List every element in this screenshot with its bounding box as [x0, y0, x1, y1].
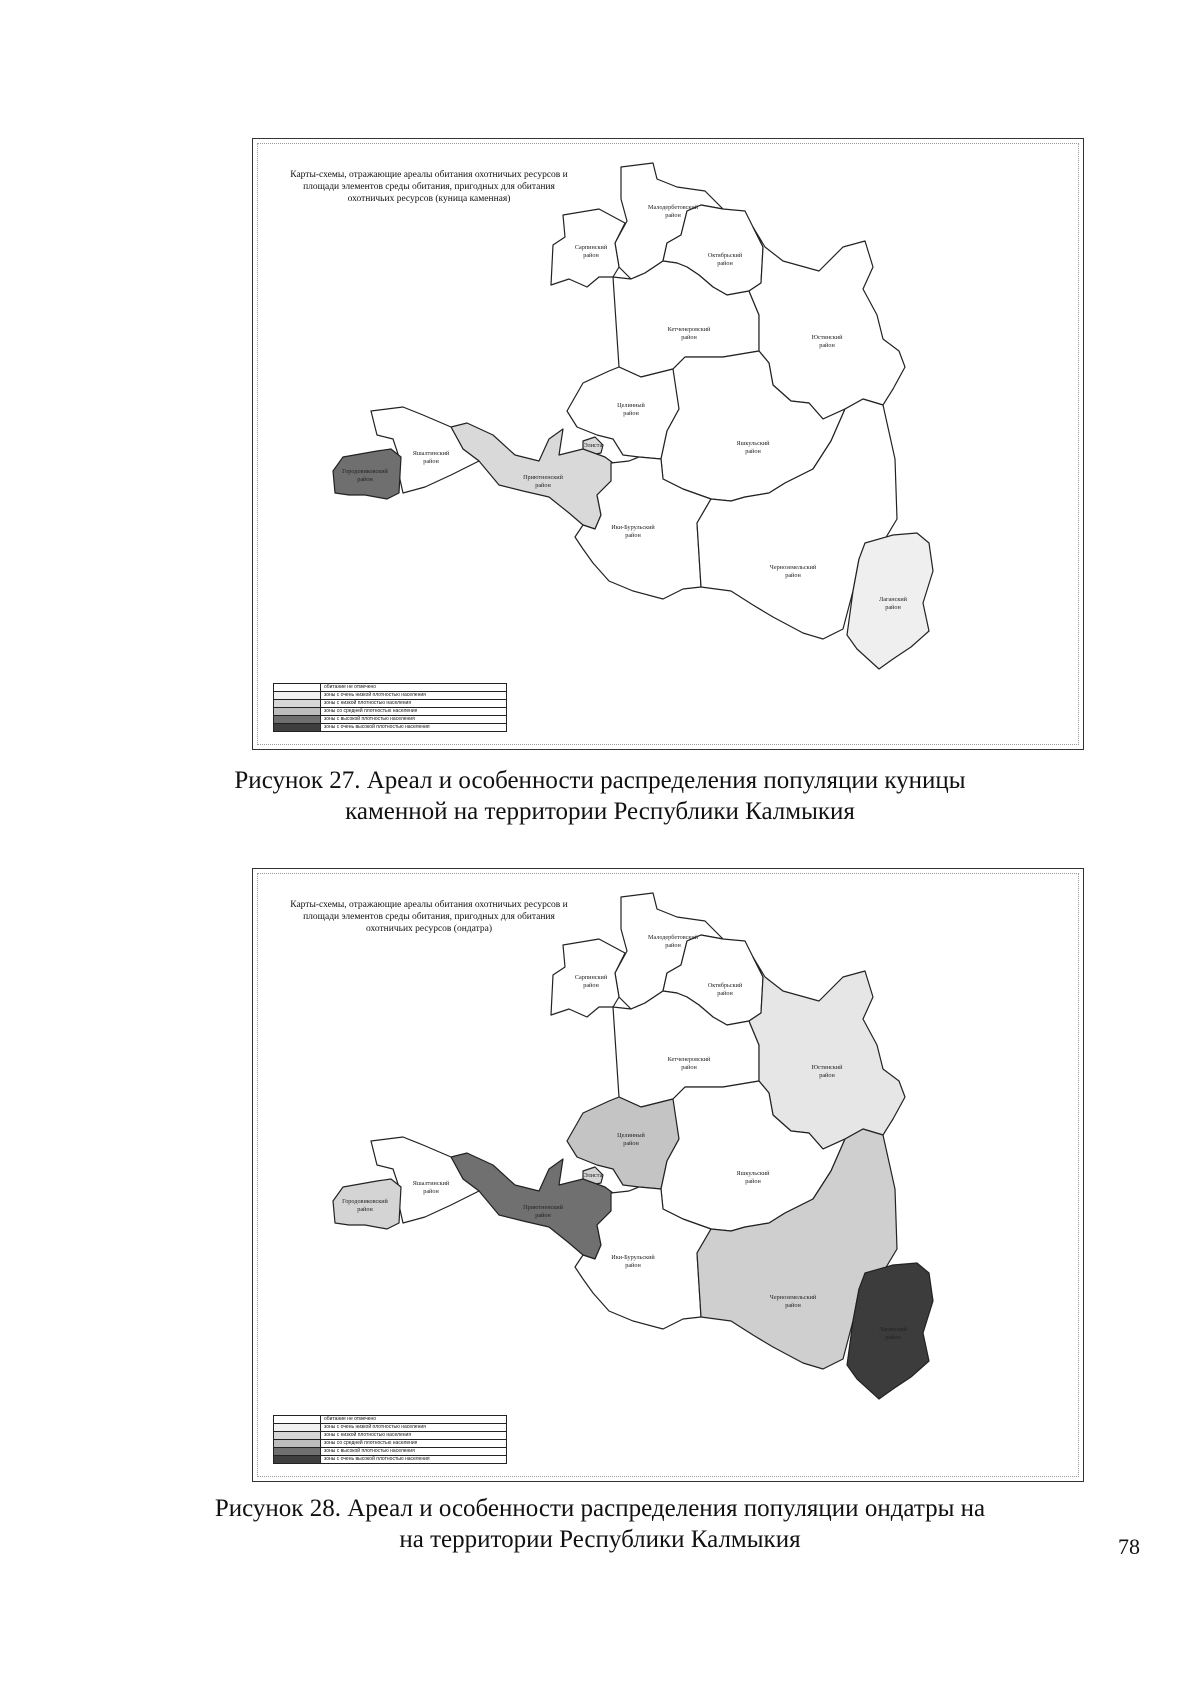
- region-map: [253, 869, 1083, 1481]
- region-label-maloderbetovsky: Малодербетовский район: [647, 204, 699, 219]
- legend-row: [274, 1456, 506, 1463]
- legend-label: зоны с высокой плотностью населения: [324, 1448, 415, 1454]
- caption-line: Рисунок 27. Ареал и особенности распределения популяции куницы: [234, 767, 966, 794]
- caption-line: Рисунок 28. Ареал и особенности распределения популяции ондатры на: [214, 1495, 986, 1522]
- figure-28-map: [252, 868, 1084, 1482]
- region-label-gorodovikovsky: Городовиковский район: [342, 468, 388, 483]
- legend-label: зоны с высокой плотностью населения: [324, 716, 415, 722]
- legend-row: [274, 1424, 506, 1432]
- legend-swatch: [274, 708, 321, 715]
- map-title: Карты-схемы, отражающие ареалы обитания охотничьих ресурсов и площади элементов среды обитания, пригодных для обитания охотничьих ресурсов (куница каменная): [290, 170, 568, 204]
- region-label-elista: Элиста: [583, 442, 603, 449]
- legend-label: зоны со средней плотностью населения: [324, 708, 418, 714]
- legend-label: зоны с низкой плотностью населения: [324, 700, 412, 706]
- region-label-yustinsky: Юстинский район: [811, 334, 843, 349]
- region-label-gorodovikovsky: Городовиковский район: [342, 1198, 388, 1213]
- legend-swatch: [274, 1432, 321, 1439]
- region-label-tselinny: Целинный район: [617, 1132, 645, 1147]
- region-label-yustinsky: Юстинский район: [811, 1064, 843, 1079]
- region-label-sarpinsky: Сарпинский район: [574, 974, 608, 989]
- legend-swatch: [274, 1440, 321, 1447]
- legend-label: зоны с очень высокой плотностью населения: [324, 724, 430, 730]
- figure-caption: [0, 765, 1200, 827]
- legend-row: [274, 1440, 506, 1448]
- legend-swatch: [274, 1456, 321, 1463]
- map-legend: [273, 1415, 507, 1464]
- region-label-elista: Элиста: [583, 1172, 603, 1179]
- legend-label: зоны со средней плотностью населения: [324, 1440, 418, 1446]
- legend-swatch: [274, 1448, 321, 1455]
- caption-line: каменной на территории Республики Калмыкия: [345, 798, 855, 825]
- legend-row: [274, 708, 506, 716]
- region-label-yashaltinsky: Яшалтинский район: [412, 1180, 450, 1195]
- legend-swatch: [274, 1424, 321, 1431]
- legend-label: обитание не отмечено: [324, 684, 377, 690]
- region-label-yashkulsky: Яшкульский район: [736, 440, 770, 455]
- map-title: Карты-схемы, отражающие ареалы обитания охотничьих ресурсов и площади элементов среды обитания, пригодных для обитания охотничьих ресурсов (ондатра): [290, 900, 568, 934]
- region-label-yashkulsky: Яшкульский район: [736, 1170, 770, 1185]
- region-label-lagansky: Лаганский район: [879, 1326, 907, 1341]
- legend-swatch: [274, 684, 321, 691]
- page-number: 78: [1118, 1534, 1140, 1559]
- region-label-priyutnensky: Приютненский район: [523, 474, 563, 489]
- legend-swatch: [274, 716, 321, 723]
- region-label-priyutnensky: Приютненский район: [523, 1204, 563, 1219]
- legend-label: зоны с низкой плотностью населения: [324, 1432, 412, 1438]
- legend-label: зоны с очень высокой плотностью населения: [324, 1456, 430, 1462]
- region-label-yashaltinsky: Яшалтинский район: [412, 450, 450, 465]
- region-label-lagansky: Лаганский район: [879, 596, 907, 611]
- region-map: [253, 139, 1083, 749]
- region-label-ketchenerovsky: Кетченеровский район: [667, 326, 711, 341]
- legend-swatch: [274, 692, 321, 699]
- figure-27-map: [252, 138, 1084, 750]
- legend-row: [274, 724, 506, 731]
- region-label-iki-burulsky: Ики-Бурульский район: [611, 1254, 655, 1269]
- region-label-oktyabrsky: Октябрьский район: [707, 252, 743, 267]
- legend-row: [274, 700, 506, 708]
- region-label-ketchenerovsky: Кетченеровский район: [667, 1056, 711, 1071]
- legend-label: зоны с очень низкой плотностью населения: [324, 692, 426, 698]
- legend-row: [274, 1432, 506, 1440]
- region-label-sarpinsky: Сарпинский район: [574, 244, 608, 259]
- legend-row: [274, 684, 506, 692]
- figure-caption: [0, 1493, 1200, 1555]
- region-label-maloderbetovsky: Малодербетовский район: [647, 934, 699, 949]
- legend-row: [274, 692, 506, 700]
- legend-row: [274, 1448, 506, 1456]
- region-label-iki-burulsky: Ики-Бурульский район: [611, 524, 655, 539]
- legend-label: обитание не отмечено: [324, 1416, 377, 1422]
- legend-swatch: [274, 1416, 321, 1423]
- region-label-chernozemelsky: Черноземельский район: [769, 564, 817, 579]
- map-legend: [273, 683, 507, 732]
- region-label-tselinny: Целинный район: [617, 402, 645, 417]
- legend-row: [274, 1416, 506, 1424]
- legend-row: [274, 716, 506, 724]
- legend-label: зоны с очень низкой плотностью населения: [324, 1424, 426, 1430]
- region-label-oktyabrsky: Октябрьский район: [707, 982, 743, 997]
- caption-line: на территории Республики Калмыкия: [399, 1526, 801, 1553]
- legend-swatch: [274, 700, 321, 707]
- region-label-chernozemelsky: Черноземельский район: [769, 1294, 817, 1309]
- legend-swatch: [274, 724, 321, 731]
